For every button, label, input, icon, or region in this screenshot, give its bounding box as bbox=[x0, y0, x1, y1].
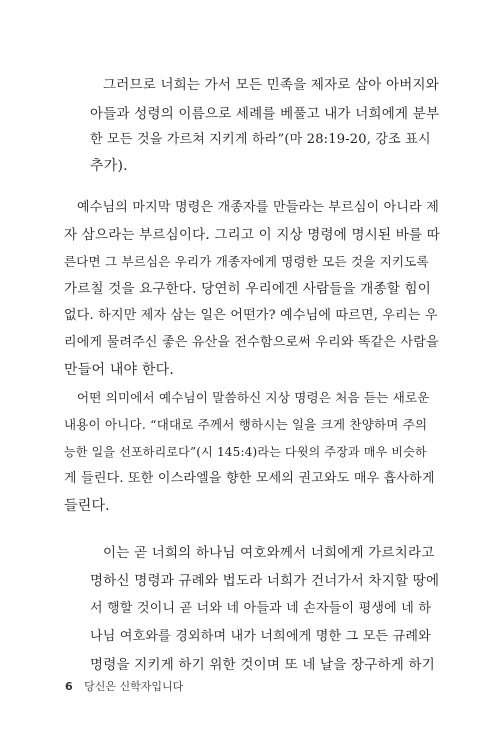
quote-2-line-5: 명령을 지키게 하기 위한 것이며 또 네 날을 장구하게 하기 bbox=[90, 657, 435, 673]
quote-2-line-3: 서 행할 것이니 곧 너와 네 아들과 네 손자들이 평생에 네 하 bbox=[90, 601, 432, 616]
para-1-line-7: 만들어 내야 한다. bbox=[64, 362, 175, 378]
page-number: 6 bbox=[65, 680, 73, 693]
book-title: 당신은 신학자입니다 bbox=[84, 680, 184, 693]
para-2-line-3: 능한 일을 선포하리로다”(시 145:4)라는 다윗의 주장과 매우 비슷하 bbox=[64, 445, 427, 459]
para-2-line-4: 게 들린다. 또한 이스라엘을 향한 모세의 권고와도 매우 흡사하게 bbox=[64, 471, 435, 486]
para-1-line-5: 없다. 하지만 제자 삼는 일은 어떤가? 예수님에 따르면, 우리는 우 bbox=[64, 308, 438, 323]
quote-1-line-3: 한 모든 것을 가르쳐 지키게 하라”(마 28:19-20, 강조 표시 bbox=[90, 132, 431, 147]
para-2-line-1: 어떤 의미에서 예수님이 말씀하신 지상 명령은 처음 듣는 새로운 bbox=[77, 390, 430, 405]
para-1-line-3: 른다면 그 부르심은 우리가 개종자에게 명령한 모든 것을 지키도록 bbox=[64, 254, 429, 269]
para-1-line-6: 리에게 물려주신 좋은 유산을 전수함으로써 우리와 똑같은 사람을 bbox=[64, 335, 439, 350]
para-1-line-4: 가르칠 것을 요구한다. 당연히 우리에겐 사람들을 개종할 힘이 bbox=[64, 281, 431, 297]
quote-1-line-4: 추가). bbox=[90, 158, 128, 174]
para-1-line-2: 자 삼으라는 부르심이다. 그리고 이 지상 명령에 명시된 바를 따 bbox=[64, 227, 440, 243]
para-2-line-5: 들린다. bbox=[64, 498, 110, 514]
quote-2-line-2: 명하신 명령과 규례와 법도라 너희가 건너가서 차지할 땅에 bbox=[90, 573, 440, 589]
quote-1-line-2: 아들과 성령의 이름으로 세례를 베풀고 내가 너희에게 분부 bbox=[90, 106, 440, 122]
para-2-line-2: 내용이 아니다. “대대로 주께서 행하시는 일을 크게 찬양하며 주의 bbox=[64, 417, 428, 432]
para-1-line-1: 예수님의 마지막 명령은 개종자를 만들라는 부르심이 아니라 제 bbox=[77, 200, 440, 215]
page-footer bbox=[65, 678, 183, 694]
quote-1-line-1: 그러므로 너희는 가서 모든 민족을 제자로 삼아 아버지와 bbox=[103, 77, 439, 93]
quote-2-line-1: 이는 곧 너희의 하나님 여호와께서 너희에게 가르치라고 bbox=[103, 545, 435, 561]
quote-2-line-4: 나님 여호와를 경외하며 내가 너희에게 명한 그 모든 규례와 bbox=[90, 629, 431, 644]
